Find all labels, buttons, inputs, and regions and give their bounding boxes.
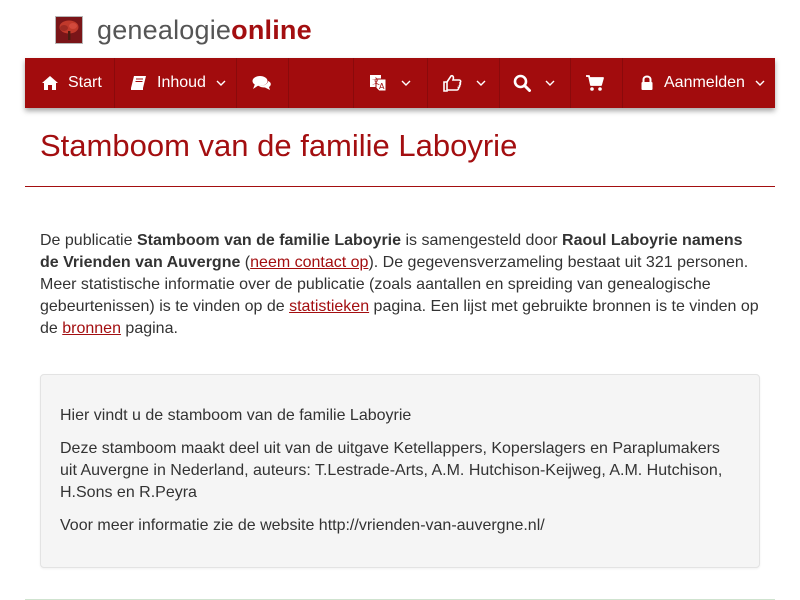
site-logo[interactable]	[55, 14, 312, 46]
nav-divider	[427, 58, 428, 108]
nav-login-label: Aanmelden	[664, 74, 745, 91]
description-paragraph: Voor meer informatie zie de website http://vrienden-van-auvergne.nl/	[60, 517, 545, 534]
nav-divider	[353, 58, 354, 108]
intro-text: De publicatie	[40, 232, 137, 249]
nav-forum[interactable]	[252, 58, 272, 108]
nav-divider	[114, 58, 115, 108]
nav-divider	[570, 58, 571, 108]
brand-name-part2: online	[231, 15, 312, 45]
home-icon	[41, 75, 59, 91]
chevron-down-icon	[755, 80, 765, 87]
publication-title: Stamboom van de familie Laboyrie	[136, 232, 402, 249]
cart-icon	[585, 74, 605, 92]
svg-text:A: A	[379, 82, 385, 91]
book-icon	[130, 75, 148, 91]
svg-text:文: 文	[372, 77, 380, 86]
chevron-down-icon	[216, 80, 226, 87]
nav-divider	[499, 58, 500, 108]
title-divider	[25, 186, 775, 187]
description-paragraph: Deze stamboom maakt deel uit van de uitgave Ketellappers, Koperslagers en Paraplumakers uit Auvergne in Nederland, auteurs: T.Lestrade-Arts, A.M. Hutchison-Keijweg, A.M. Hutchison, H.Sons en R.Peyra	[60, 440, 723, 501]
publication-description	[40, 374, 760, 568]
intro-text: (	[240, 254, 251, 271]
intro-text: pagina. Een lijst met gebruikte bronnen is te vinden op de	[40, 298, 759, 337]
chevron-down-icon	[401, 80, 411, 87]
publication-intro	[40, 230, 765, 340]
nav-login[interactable]	[640, 58, 765, 108]
nav-divider	[288, 58, 289, 108]
nav-divider	[236, 58, 237, 108]
brand-name	[97, 15, 312, 45]
nav-start[interactable]	[41, 58, 102, 108]
nav-social[interactable]	[442, 58, 486, 108]
statistics-link[interactable]: statistieken	[289, 298, 370, 315]
thumbs-up-icon	[442, 74, 462, 92]
intro-text: is samengesteld door	[401, 232, 563, 249]
chevron-down-icon	[476, 80, 486, 87]
sources-link[interactable]: bronnen	[62, 320, 121, 337]
tree-icon	[55, 16, 83, 44]
lock-icon	[640, 75, 654, 91]
contact-link[interactable]: neem contact op	[250, 254, 369, 271]
nav-search[interactable]	[513, 58, 555, 108]
nav-language[interactable]	[369, 58, 411, 108]
search-icon	[513, 74, 531, 92]
brand-name-part1: genealogie	[97, 15, 232, 45]
nav-start-label: Start	[68, 74, 102, 91]
nav-inhoud-label: Inhoud	[157, 74, 206, 91]
page-title: Stamboom van de familie Laboyrie	[40, 128, 518, 163]
publication-author: Raoul Laboyrie namens de Vrienden van Auvergne	[40, 232, 743, 271]
main-navbar	[25, 58, 775, 108]
intro-text: pagina.	[120, 320, 178, 337]
description-paragraph: Hier vindt u de stamboom van de familie Laboyrie	[60, 407, 412, 424]
chevron-down-icon	[545, 80, 555, 87]
nav-inhoud[interactable]	[130, 58, 226, 108]
comments-icon	[252, 75, 272, 91]
intro-text: ). De gegevensverzameling bestaat uit 321 personen. Meer statistische informatie over de publicatie (zoals aantallen en spreiding van genealogische gebeurtenissen) is te vinden op de	[40, 254, 749, 315]
nav-divider	[622, 58, 623, 108]
nav-cart[interactable]	[585, 58, 605, 108]
translate-icon	[369, 74, 388, 92]
